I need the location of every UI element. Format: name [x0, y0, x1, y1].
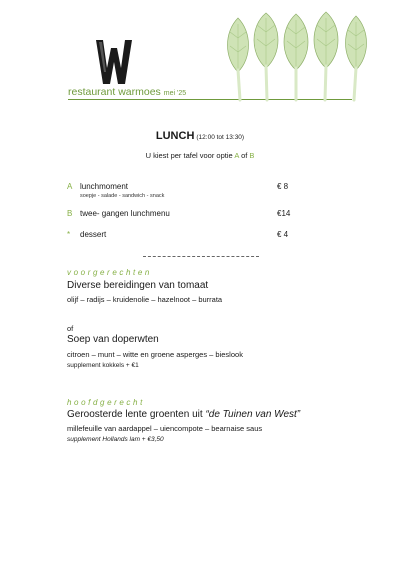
dish-soep-desc: citroen – munt – witte en groene asperges – bieslook: [67, 350, 243, 359]
voorgerechten-heading: voorgerechten: [67, 268, 152, 277]
lunch-title: [0, 130, 400, 142]
menu-date: mei '25: [163, 90, 187, 97]
lunch-time: (12:00 tot 13:30): [196, 134, 245, 141]
option-label-lunchmoment: lunchmoment: [80, 182, 129, 191]
option-label-twee-gangen: twee- gangen lunchmenu: [80, 209, 170, 218]
option-marker-b: B: [67, 209, 73, 218]
main-dish-name-prefix: Geroosterde lente groenten uit: [67, 409, 203, 420]
hoofdgerecht-heading: hoofdgerecht: [67, 398, 145, 407]
or-label: of: [67, 324, 74, 333]
main-dish-name: [67, 409, 300, 420]
choose-option-b: B: [249, 151, 255, 160]
option-sub-lunchmoment: soepje - salade - sandwich - snack: [80, 193, 165, 199]
dish-soep-supplement: supplement kokkels + €1: [67, 362, 139, 369]
option-label-dessert: dessert: [80, 230, 107, 239]
main-dish-name-italic: “de Tuinen van West”: [205, 409, 301, 420]
dashed-divider: [143, 256, 259, 257]
option-marker-a: A: [67, 182, 73, 191]
choose-option-a: A: [234, 151, 239, 160]
lunch-heading: LUNCH: [155, 130, 195, 142]
option-price-dessert: € 4: [277, 230, 289, 239]
choose-of: of: [241, 151, 248, 160]
choose-prefix: U kiest per tafel voor optie: [145, 151, 233, 160]
dish-soep-name: Soep van doperwten: [67, 334, 159, 345]
option-marker-dessert: *: [67, 230, 71, 239]
main-dish-supplement: supplement Hollands lam + €3,50: [67, 436, 164, 443]
dish-tomaat-desc: olijf – radijs – kruidenolie – hazelnoot – burrata: [67, 295, 223, 304]
option-price-lunchmoment: € 8: [277, 182, 289, 191]
choose-instruction: [0, 151, 400, 160]
main-dish-desc: millefeuille van aardappel – uiencompote – bearnaise saus: [67, 424, 263, 433]
restaurant-name: [68, 86, 186, 98]
w-logo-icon: [96, 38, 132, 86]
option-price-twee-gangen: €14: [277, 209, 291, 218]
chard-leaves-illustration-icon: [222, 10, 372, 102]
dish-tomaat-name: Diverse bereidingen van tomaat: [67, 280, 209, 291]
restaurant-title: restaurant warmoes: [68, 86, 161, 98]
